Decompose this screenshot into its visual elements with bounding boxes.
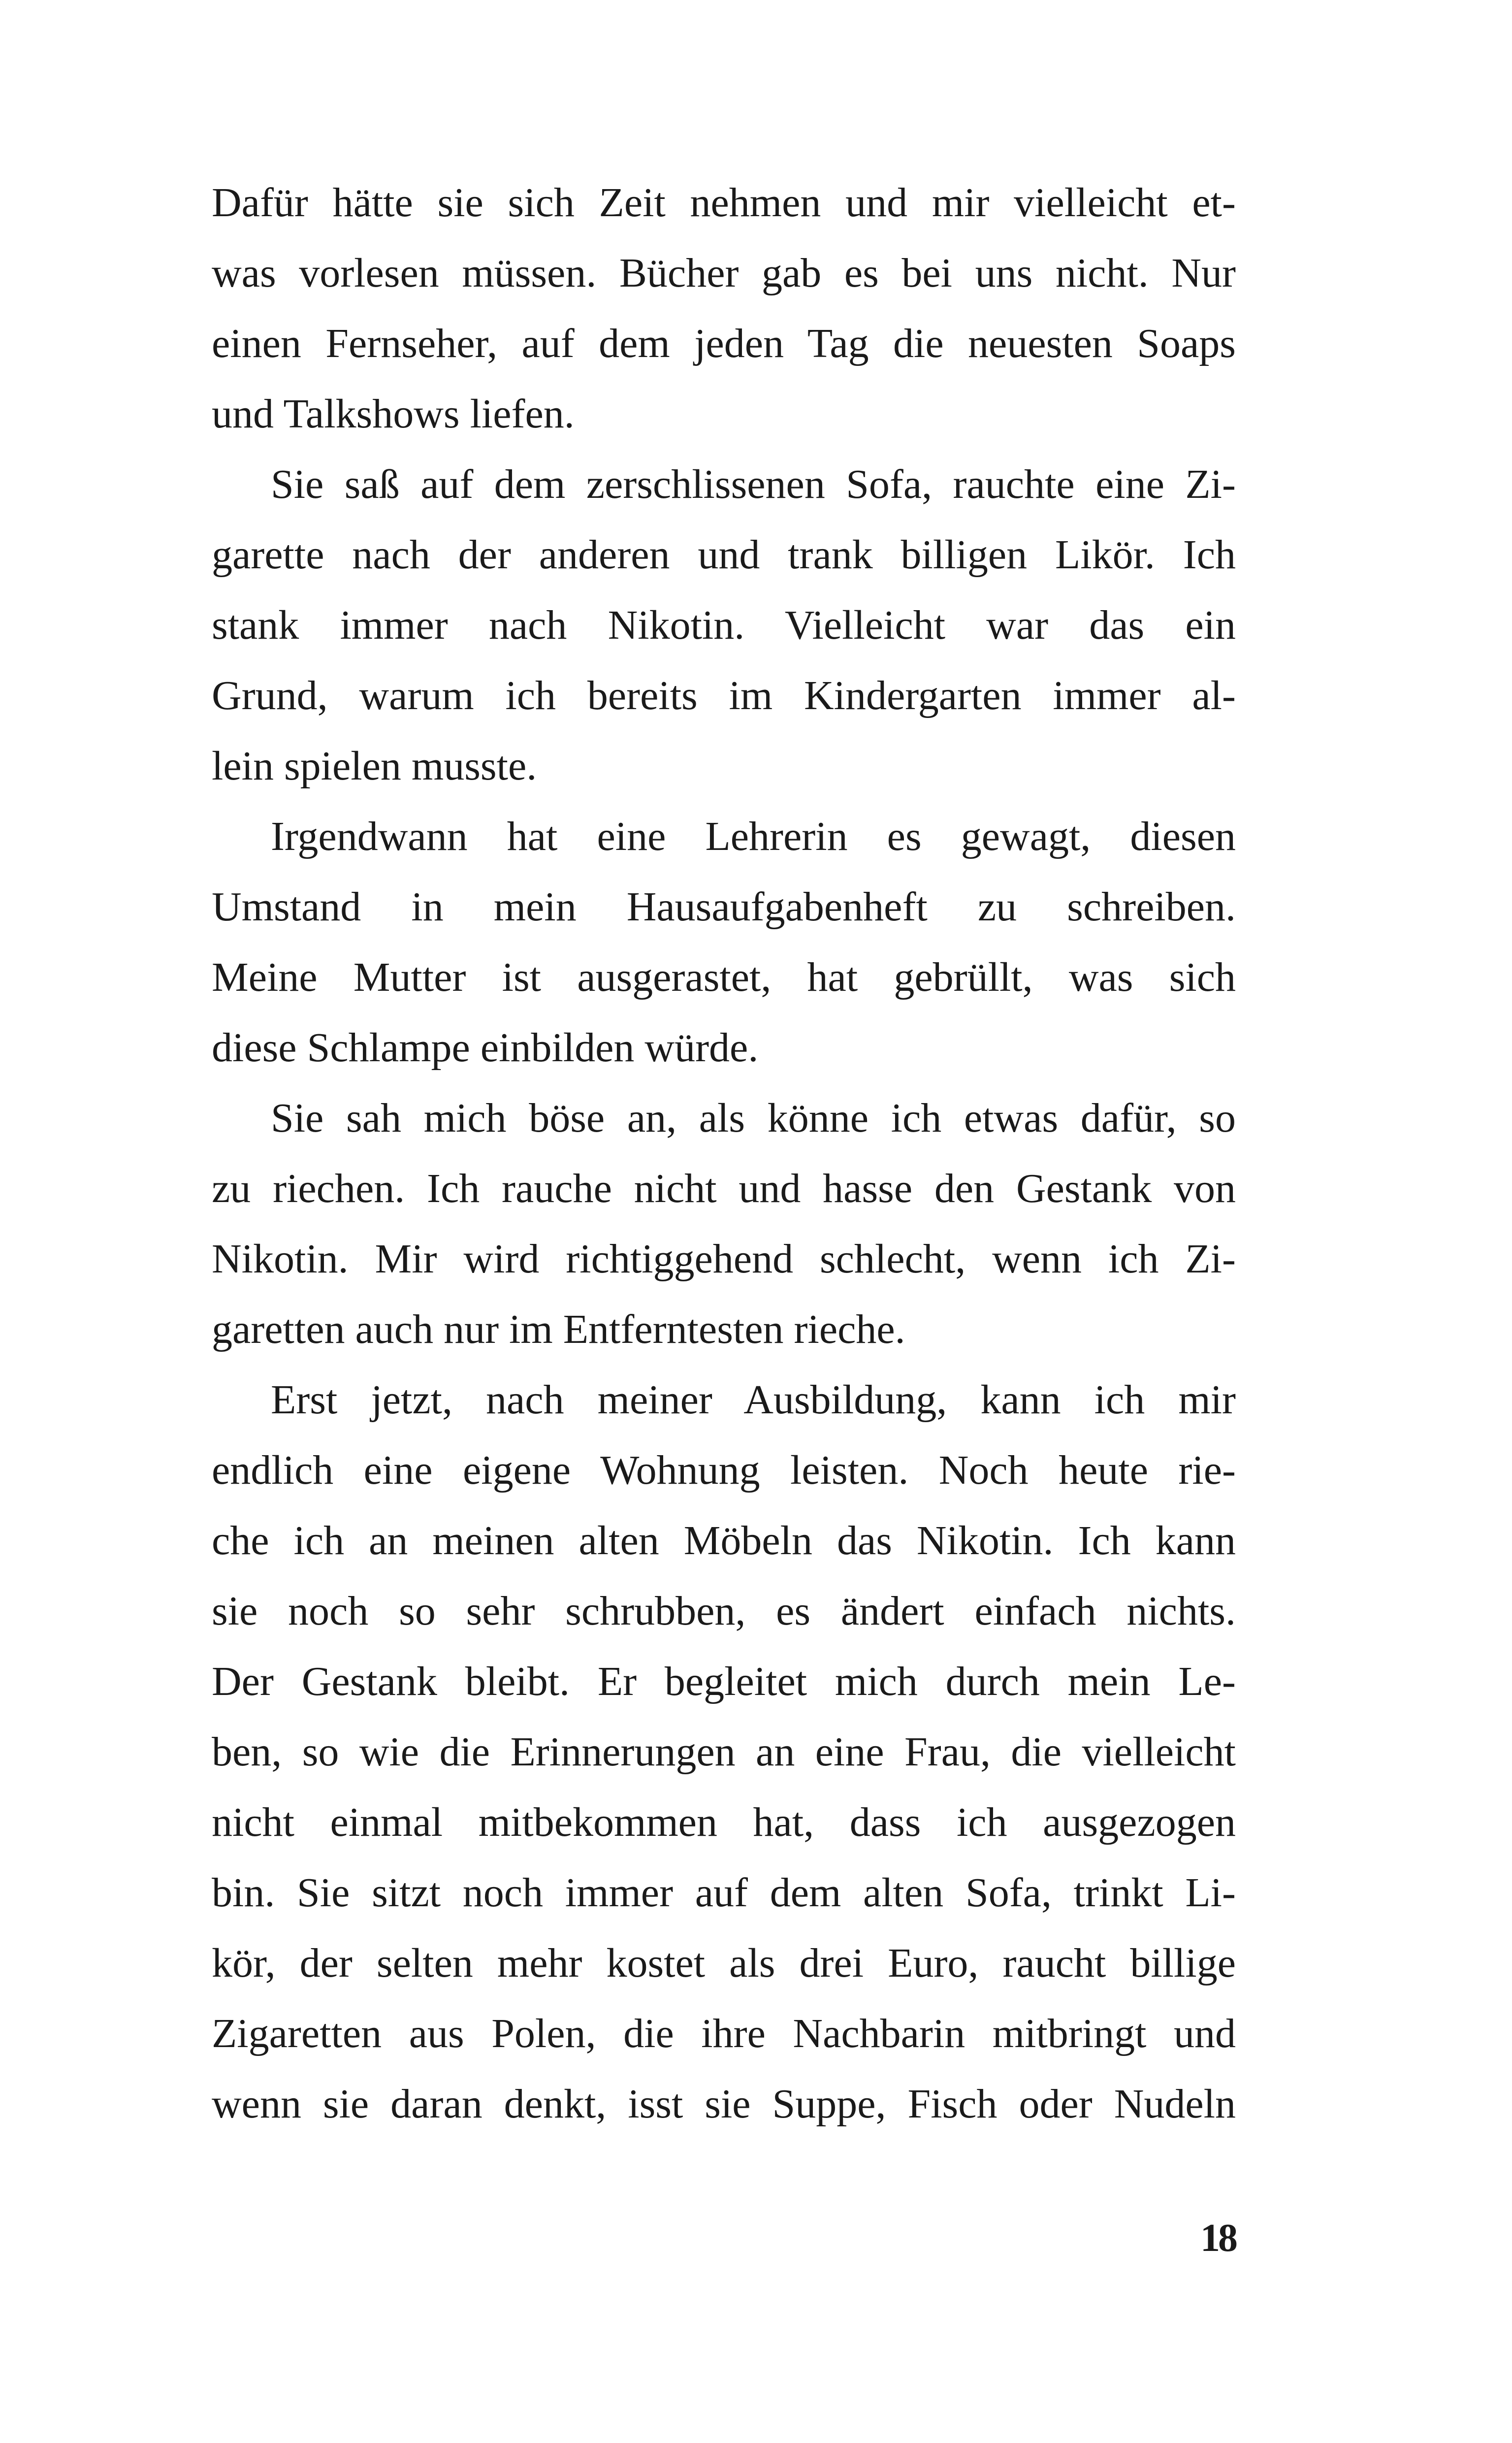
text-line: einen Fernseher, auf dem jeden Tag die neuesten Soaps: [212, 321, 1236, 366]
paragraph: [212, 167, 1236, 449]
paragraph: [212, 1365, 1236, 2139]
text-line: bin. Sie sitzt noch immer auf dem alten Sofa, trinkt Li-: [212, 1870, 1236, 1916]
text-line: Erst jetzt, nach meiner Ausbildung, kann ich mir: [271, 1377, 1236, 1423]
text-line: garette nach der anderen und trank billigen Likör. Ich: [212, 532, 1236, 578]
text-line: wenn sie daran denkt, isst sie Suppe, Fisch oder Nudeln: [212, 2081, 1236, 2127]
text-line: und Talkshows liefen.: [212, 391, 575, 437]
text-line: garetten auch nur im Entferntesten rieche.: [212, 1306, 905, 1352]
text-line: sie noch so sehr schrubben, es ändert einfach nichts.: [212, 1588, 1236, 1634]
text-line: lein spielen musste.: [212, 743, 537, 789]
page-number: 18: [1200, 2216, 1236, 2260]
text-line: Dafür hätte sie sich Zeit nehmen und mir vielleicht et-: [212, 180, 1236, 226]
text-line: nicht einmal mitbekommen hat, dass ich ausgezogen: [212, 1799, 1236, 1845]
body-text: [212, 167, 1236, 2139]
text-line: Irgendwann hat eine Lehrerin es gewagt, diesen: [271, 814, 1236, 859]
text-line: stank immer nach Nikotin. Vielleicht war das ein: [212, 602, 1236, 648]
text-line: Umstand in mein Hausaufgabenheft zu schreiben.: [212, 884, 1236, 930]
text-line: Sie saß auf dem zerschlissenen Sofa, rauchte eine Zi-: [271, 461, 1236, 507]
text-line: Meine Mutter ist ausgerastet, hat gebrüllt, was sich: [212, 954, 1236, 1000]
text-line: Der Gestank bleibt. Er begleitet mich durch mein Le-: [212, 1659, 1236, 1704]
text-line: Grund, warum ich bereits im Kindergarten immer al-: [212, 673, 1236, 718]
paragraph: [212, 801, 1236, 1083]
text-line: diese Schlampe einbilden würde.: [212, 1025, 759, 1071]
paragraph: [212, 1083, 1236, 1365]
text-line: Zigaretten aus Polen, die ihre Nachbarin mitbringt und: [212, 2011, 1236, 2056]
paragraph: [212, 449, 1236, 801]
text-line: Sie sah mich böse an, als könne ich etwas dafür, so: [271, 1095, 1236, 1141]
text-line: kör, der selten mehr kostet als drei Euro, raucht billige: [212, 1940, 1236, 1986]
text-line: was vorlesen müssen. Bücher gab es bei uns nicht. Nur: [212, 250, 1236, 296]
text-line: ben, so wie die Erinnerungen an eine Frau, die vielleicht: [212, 1729, 1236, 1775]
text-line: endlich eine eigene Wohnung leisten. Noch heute rie-: [212, 1447, 1236, 1493]
text-line: Nikotin. Mir wird richtiggehend schlecht, wenn ich Zi-: [212, 1236, 1236, 1282]
text-line: zu riechen. Ich rauche nicht und hasse den Gestank von: [212, 1166, 1236, 1211]
text-line: che ich an meinen alten Möbeln das Nikotin. Ich kann: [212, 1518, 1236, 1564]
